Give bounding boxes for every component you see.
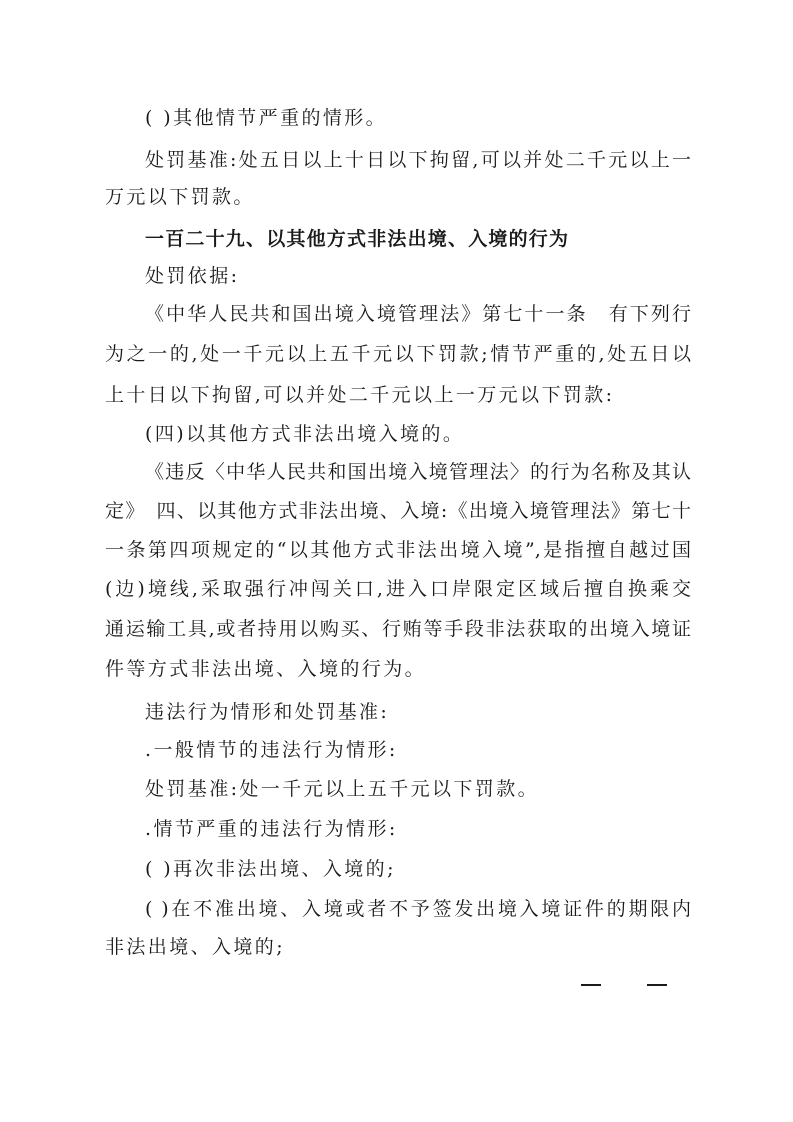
penalty-standard-line-2: 万元以下罚款。: [105, 186, 255, 208]
page-number-dash-right: [647, 984, 667, 986]
general-penalty-standard: 处罚基准:处一千元以上五千元以下罚款。: [145, 778, 540, 800]
page-number-dash-left: [581, 984, 601, 986]
definition-line-6: 件等方式非法出境、入境的行为。: [105, 658, 427, 680]
law-article-line-3: 上十日以下拘留,可以并处二千元以上一万元以下罚款:: [105, 384, 615, 406]
violation-circumstances-label: 违法行为情形和处罚基准:: [145, 701, 390, 723]
definition-line-3: 一条第四项规定的“以其他方式非法出境入境”,是指擅自越过国: [105, 539, 691, 561]
serious-item-prohibited-period-line-2: 非法出境、入境的;: [105, 936, 286, 958]
section-heading-129: 一百二十九、以其他方式非法出境、入境的行为: [145, 228, 570, 250]
serious-item-repeat: ( )再次非法出境、入境的;: [145, 858, 396, 880]
law-article-line-2: 为之一的,处一千元以上五千元以下罚款;情节严重的,处五日以: [105, 343, 691, 365]
penalty-basis-label: 处罚依据:: [145, 265, 240, 287]
definition-line-2: 定》 四、以其他方式非法出境、入境:《出境入境管理法》第七十: [105, 500, 691, 522]
clause-other-serious: ( )其他情节严重的情形。: [145, 107, 388, 129]
penalty-standard-line-1: 处罚基准:处五日以上十日以下拘留,可以并处二千元以上一: [145, 149, 691, 171]
law-article-line-1: 《中华人民共和国出境入境管理法》第七十一条 有下列行: [145, 303, 691, 325]
law-item-four: (四)以其他方式非法出境入境的。: [145, 423, 465, 445]
page-number: [560, 970, 680, 998]
definition-line-5: 通运输工具,或者持用以购买、行贿等手段非法获取的出境入境证: [105, 618, 691, 640]
definition-line-4: (边)境线,采取强行冲闯关口,进入口岸限定区域后擅自换乘交: [105, 578, 691, 600]
serious-item-prohibited-period-line-1: ( )在不准出境、入境或者不予签发出境入境证件的期限内: [145, 898, 691, 920]
definition-line-1: 《违反〈中华人民共和国出境入境管理法〉的行为名称及其认: [145, 461, 691, 483]
serious-circumstance-label: .情节严重的违法行为情形:: [145, 818, 398, 840]
general-circumstance-label: .一般情节的违法行为情形:: [145, 739, 398, 761]
